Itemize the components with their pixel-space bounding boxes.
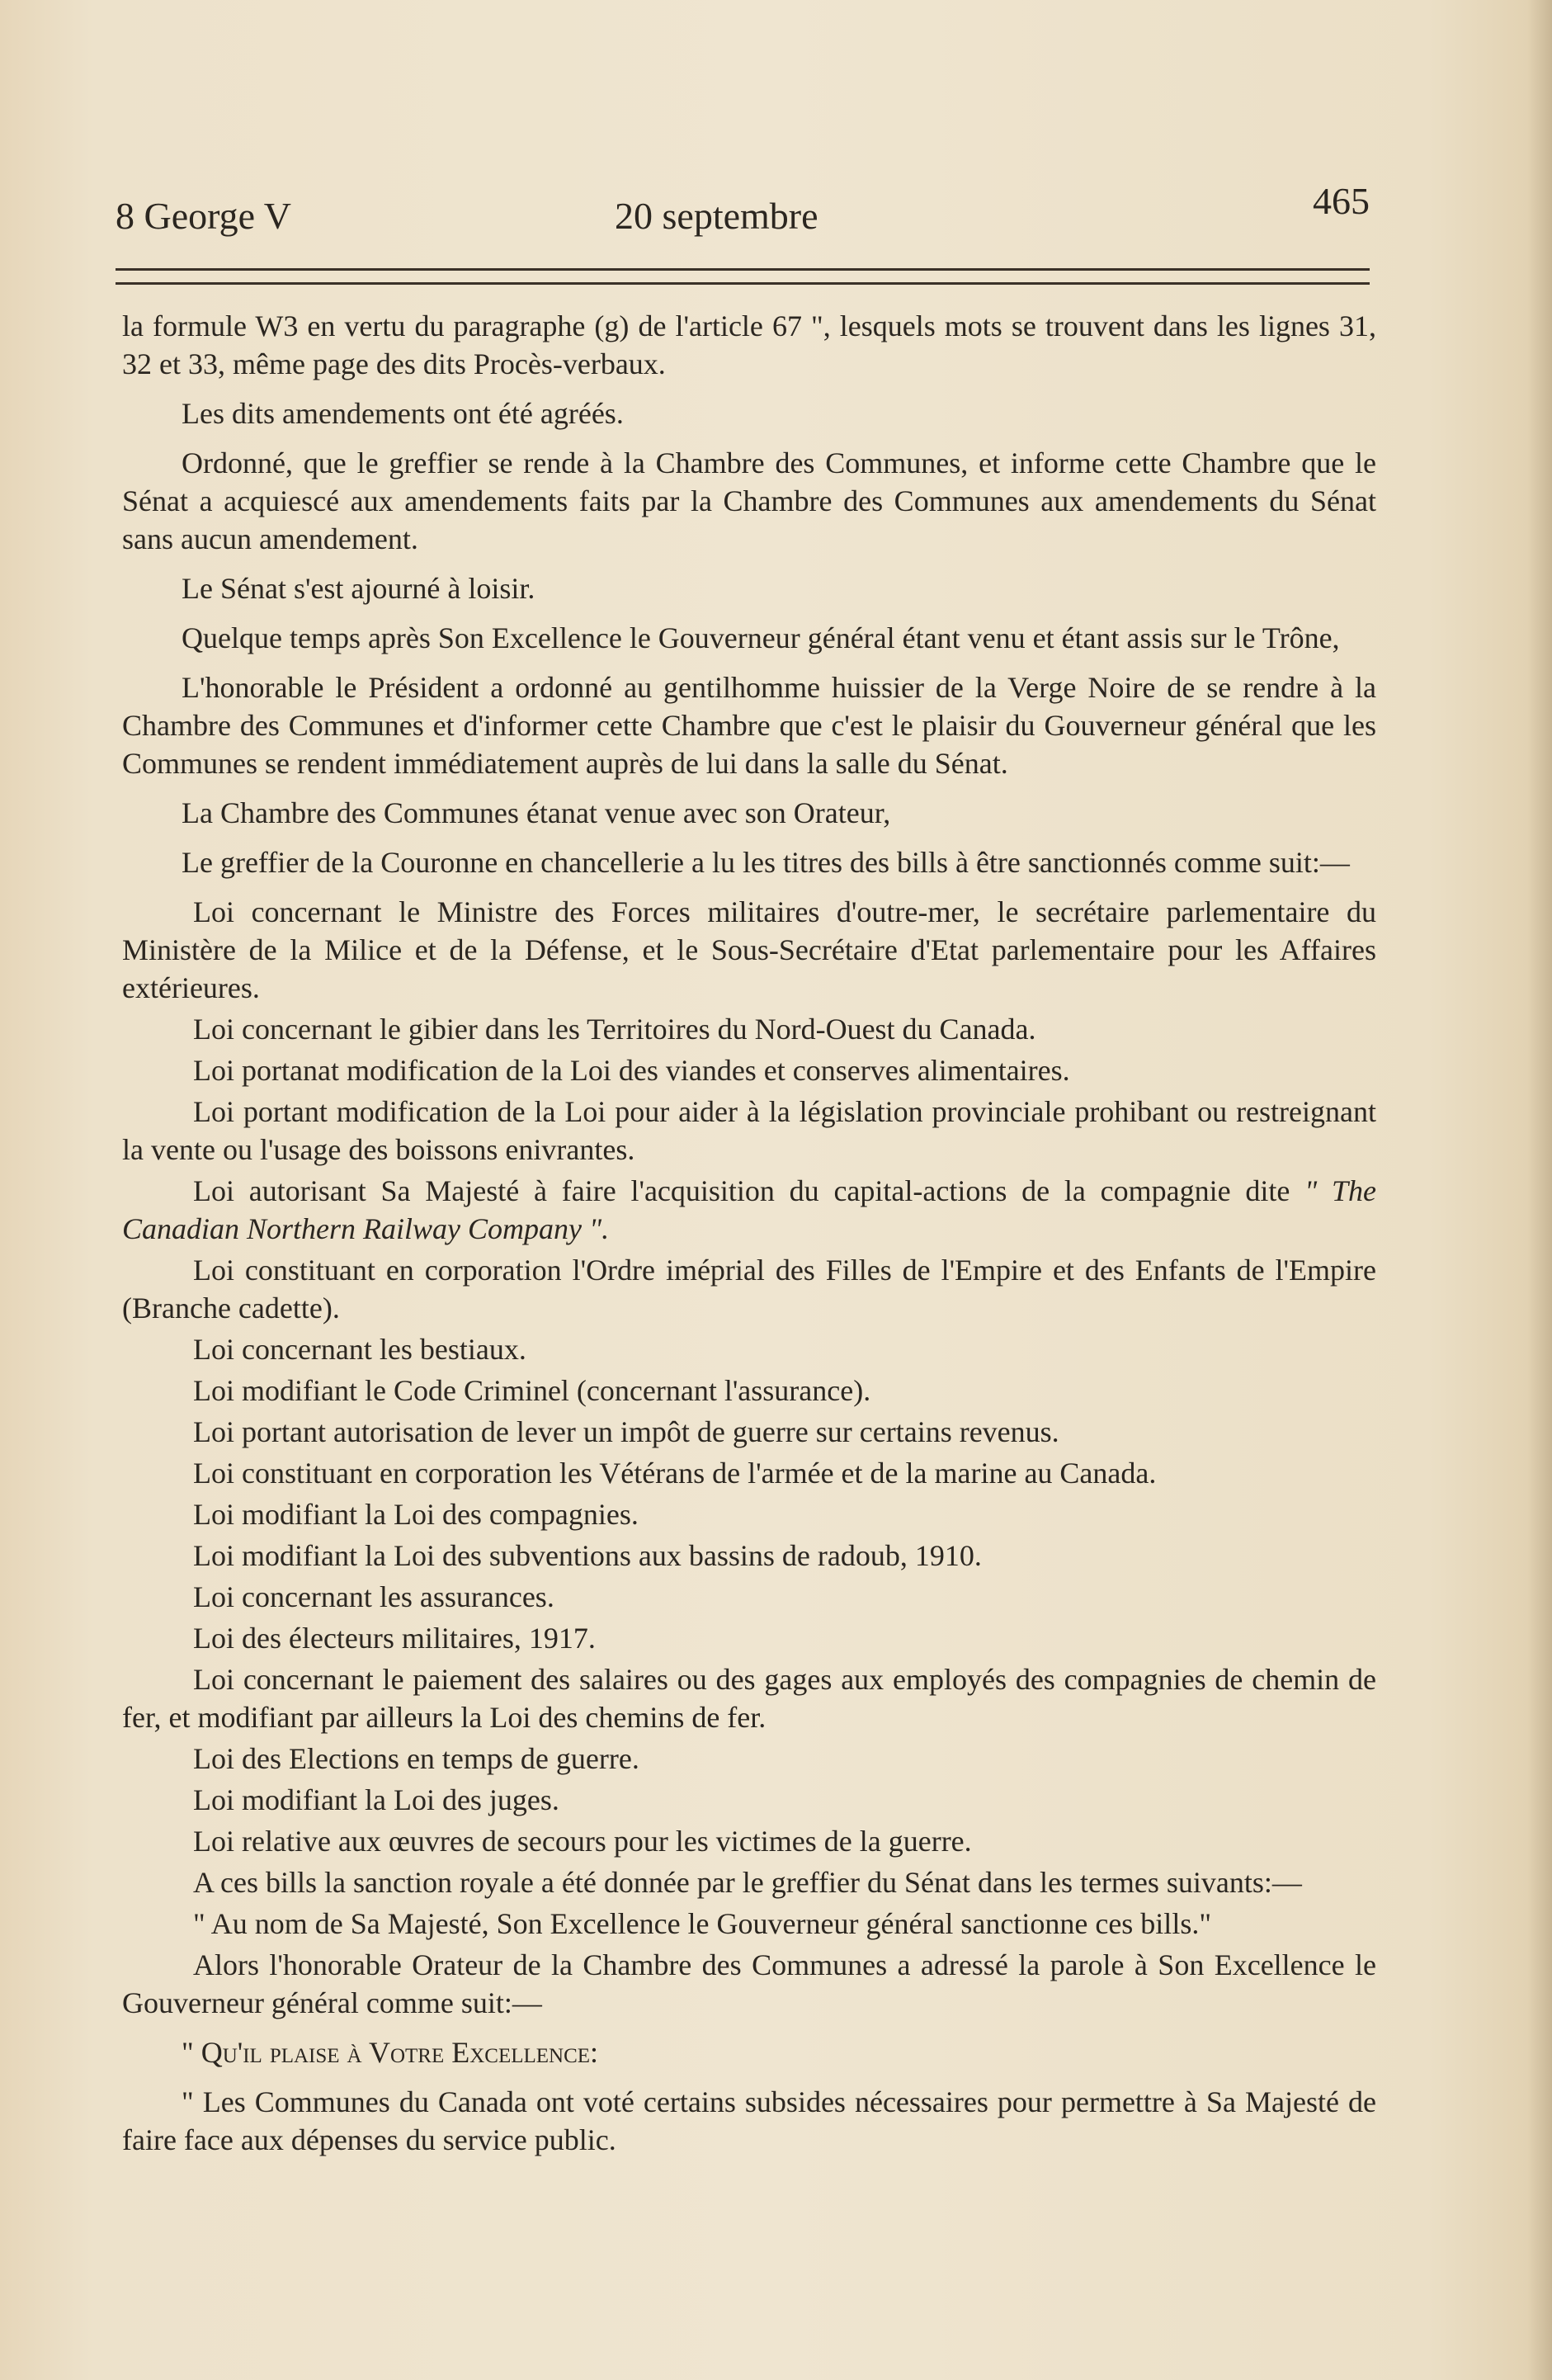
page-number: 465 (1313, 180, 1370, 222)
bill-item: Loi portant modification de la Loi pour aider à la législation provinciale prohibant ou restreignant la vente ou l'usage des boissons enivrantes. (122, 1095, 1376, 1166)
header-rule-bottom (116, 282, 1370, 285)
bill-item: Loi portanat modification de la Loi des viandes et conserves alimentaires. (193, 1054, 1070, 1087)
paragraph: Le greffier de la Couronne en chancellerie a lu les titres des bills à être sanctionnés comme suit:— (182, 846, 1350, 879)
header-rule-top (116, 268, 1370, 271)
bill-item: Loi relative aux œuvres de secours pour les victimes de la guerre. (193, 1825, 972, 1858)
page-header (116, 169, 1370, 252)
bill-item: Loi des Elections en temps de guerre. (193, 1742, 639, 1775)
bill-item: Loi modifiant la Loi des juges. (193, 1783, 559, 1816)
paragraph: Ordonné, que le greffier se rende à la Chambre des Communes, et informe cette Chambre que le Sénat a acquiescé aux amendements faits par la Chambre des Communes aux amendements du Sénat sans aucun amendement. (122, 446, 1376, 555)
company-name: " The Canadian Northern Railway Company ". (122, 1174, 1376, 1245)
bill-item: Loi modifiant la Loi des subventions aux bassins de radoub, 1910. (193, 1539, 982, 1572)
bill-item: Loi constituant en corporation l'Ordre iméprial des Filles de l'Empire et des Enfants de l'Empire (Branche cadette). (122, 1254, 1376, 1325)
bill-item: Loi portant autorisation de lever un impôt de guerre sur certains revenus. (193, 1415, 1059, 1448)
bill-item: Loi modifiant le Code Criminel (concernant l'assurance). (193, 1374, 871, 1407)
running-head-left: 8 George V (116, 195, 291, 237)
running-head-date: 20 septembre (615, 195, 818, 237)
quotation: " Au nom de Sa Majesté, Son Excellence le Gouverneur général sanctionne ces bills." (193, 1907, 1212, 1940)
paragraph: L'honorable le Président a ordonné au gentilhomme huissier de la Verge Noire de se rendre à la Chambre des Communes et d'informer cette Chambre que c'est le plaisir du Gouverneur général que les Communes se rendent immédiatement auprès de lui dans la salle du Sénat. (122, 671, 1376, 780)
paragraph: la formule W3 en vertu du paragraphe (g) de l'article 67 ", lesquels mots se trouvent dans les lignes 31, 32 et 33, même page des dits Procès-verbaux. (122, 309, 1376, 380)
paragraph: La Chambre des Communes étanat venue avec son Orateur, (182, 796, 891, 829)
body-text (122, 307, 1376, 2159)
paragraph: A ces bills la sanction royale a été donnée par le greffier du Sénat dans les termes suivants:— (193, 1866, 1302, 1899)
quotation: " Les Communes du Canada ont voté certains subsides nécessaires pour permettre à Sa Majesté de faire face aux dépenses du service public. (122, 2085, 1376, 2156)
bill-item: Loi des électeurs militaires, 1917. (193, 1622, 596, 1655)
bill-item: Loi constituant en corporation les Vétérans de l'armée et de la marine au Canada. (193, 1457, 1157, 1490)
paragraph: Alors l'honorable Orateur de la Chambre des Communes a adressé la parole à Son Excellence le Gouverneur général comme suit:— (122, 1948, 1376, 2019)
paragraph: Quelque temps après Son Excellence le Gouverneur général étant venu et étant assis sur le Trône, (182, 621, 1340, 654)
bill-item (122, 1172, 1376, 1248)
bill-item: Loi concernant le gibier dans les Territoires du Nord-Ouest du Canada. (193, 1013, 1036, 1046)
bill-item: Loi modifiant la Loi des compagnies. (193, 1498, 639, 1531)
bill-item-text: Loi autorisant Sa Majesté à faire l'acquisition du capital-actions de la compagnie dite (193, 1174, 1290, 1207)
bill-item: Loi concernant le paiement des salaires ou des gages aux employés des compagnies de chemin de fer, et modifiant par ailleurs la Loi des chemins de fer. (122, 1663, 1376, 1734)
bill-item: Loi concernant les bestiaux. (193, 1333, 526, 1366)
address-salutation: " Qu'il plaise à Votre Excellence: (182, 2036, 599, 2069)
paragraph: Le Sénat s'est ajourné à loisir. (182, 572, 535, 605)
page-edge-shadow (1527, 0, 1552, 2380)
bill-item: Loi concernant les assurances. (193, 1580, 554, 1613)
paragraph: Les dits amendements ont été agréés. (182, 397, 624, 430)
bill-item: Loi concernant le Ministre des Forces militaires d'outre-mer, le secrétaire parlementaire du Ministère de la Milice et de la Défense, et le Sous-Secrétaire d'Etat parlementaire pour les Affaires extérieures. (122, 895, 1376, 1004)
